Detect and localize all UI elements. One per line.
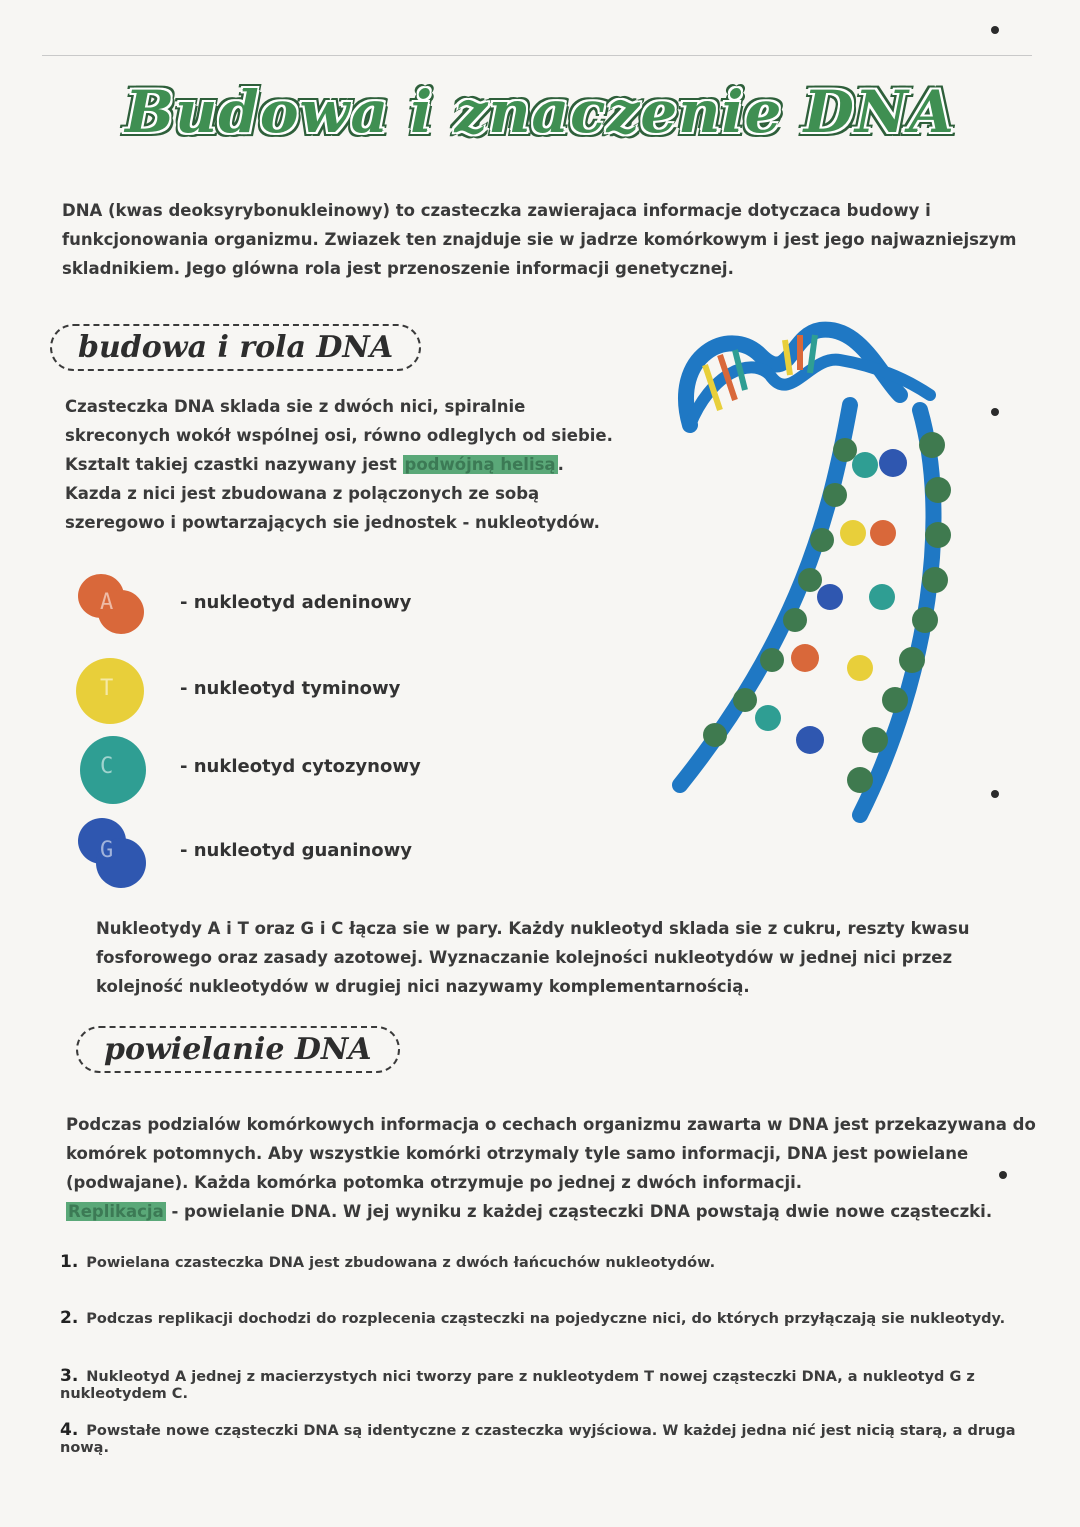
legend-label-cytosine: - nukleotyd cytozynowy xyxy=(180,756,421,777)
legend-item-thymine xyxy=(76,656,496,728)
highlight-replikacja: Replikacja xyxy=(68,1202,164,1221)
step-item: 3. Nukleotyd A jednej z macierzystych nici tworzy pare z nukleotydem T nowej cząsteczki DNA, a nukleotyd G z nukleotydem C. xyxy=(60,1366,975,1402)
replikacja-definition: - powielanie DNA. W jej wyniku z każdej cząsteczki DNA powstają dwie nowe cząsteczki. xyxy=(165,1202,993,1221)
dna-helix-illustration xyxy=(650,315,980,835)
legend-item-cytosine xyxy=(76,734,496,806)
cytosine-nucleotide-icon: C xyxy=(76,734,146,802)
legend-item-guanine xyxy=(76,818,496,890)
page-title: Budowa i znaczenie DNA xyxy=(125,78,955,146)
legend-label-adenine: - nukleotyd adeninowy xyxy=(180,592,412,613)
powielanie-paragraph xyxy=(66,1110,1036,1226)
section-heading-budowa: budowa i rola DNA xyxy=(50,324,421,371)
budowa-paragraph xyxy=(65,392,625,537)
guanine-nucleotide-icon: G xyxy=(76,818,146,886)
step-item: 1. Powielana czasteczka DNA jest zbudowana z dwóch łańcuchów nukleotydów. xyxy=(60,1252,716,1272)
legend-item-adenine xyxy=(76,570,496,642)
thymine-nucleotide-icon: T xyxy=(76,656,146,724)
punch-hole xyxy=(991,26,999,34)
step-item: 4. Powstałe nowe cząsteczki DNA są identyczne z czasteczka wyjściowa. W każdej jedna nić jest nicią starą, a druga nową. xyxy=(60,1420,1016,1456)
legend-label-thymine: - nukleotyd tyminowy xyxy=(180,678,401,699)
intro-paragraph: DNA (kwas deoksyrybonukleinowy) to czasteczka zawierajaca informacje dotyczaca budowy i funkcjonowania organizmu. Zwiazek ten znajduje sie w jadrze komórkowym i jest jego najwazniejszym skladnikiem. Jego glówna rola jest przenoszenie informacji genetycznej. xyxy=(62,201,1017,278)
section-heading-powielanie: powielanie DNA xyxy=(76,1026,400,1073)
top-rule xyxy=(42,55,1032,56)
budowa-text-after: . Kazda z nici jest zbudowana z polączonych ze sobą szeregowo i powtarzających sie jednostek - nukleotydów. xyxy=(65,455,600,532)
step-item: 2. Podczas replikacji dochodzi do rozplecenia cząsteczki na pojedyczne nici, do których przyłączają sie nukleotydy. xyxy=(60,1308,1006,1328)
legend-label-guanine: - nukleotyd guaninowy xyxy=(180,840,412,861)
powielanie-text: Podczas podzialów komórkowych informacja o cechach organizmu zawarta w DNA jest przekazywana do komórek potomnych. Aby wszystkie komórki otrzymaly tyle samo informacji, DNA jest powielane (podwajane). Każda komórka potomka otrzymuje po jednej z dwóch informacji. xyxy=(66,1115,1036,1192)
adenine-nucleotide-icon: A xyxy=(76,570,146,638)
punch-hole xyxy=(991,408,999,416)
budowa-text-before: Czasteczka DNA sklada sie z dwóch nici, spiralnie skreconych wokół wspólnej osi, równo odleglych od siebie. Ksztalt takiej czastki nazywany jest xyxy=(65,397,613,474)
punch-hole xyxy=(991,790,999,798)
highlight-double-helix: podwójną helisą xyxy=(404,455,556,474)
pairs-paragraph: Nukleotydy A i T oraz G i C łącza sie w pary. Każdy nukleotyd sklada sie z cukru, reszty kwasu fosforowego oraz zasady azotowej. Wyznaczanie kolejności nukleotydów w jednej nici przez kolejność nukleotydów w drugiej nici nazywamy komplementarnością. xyxy=(96,919,970,996)
